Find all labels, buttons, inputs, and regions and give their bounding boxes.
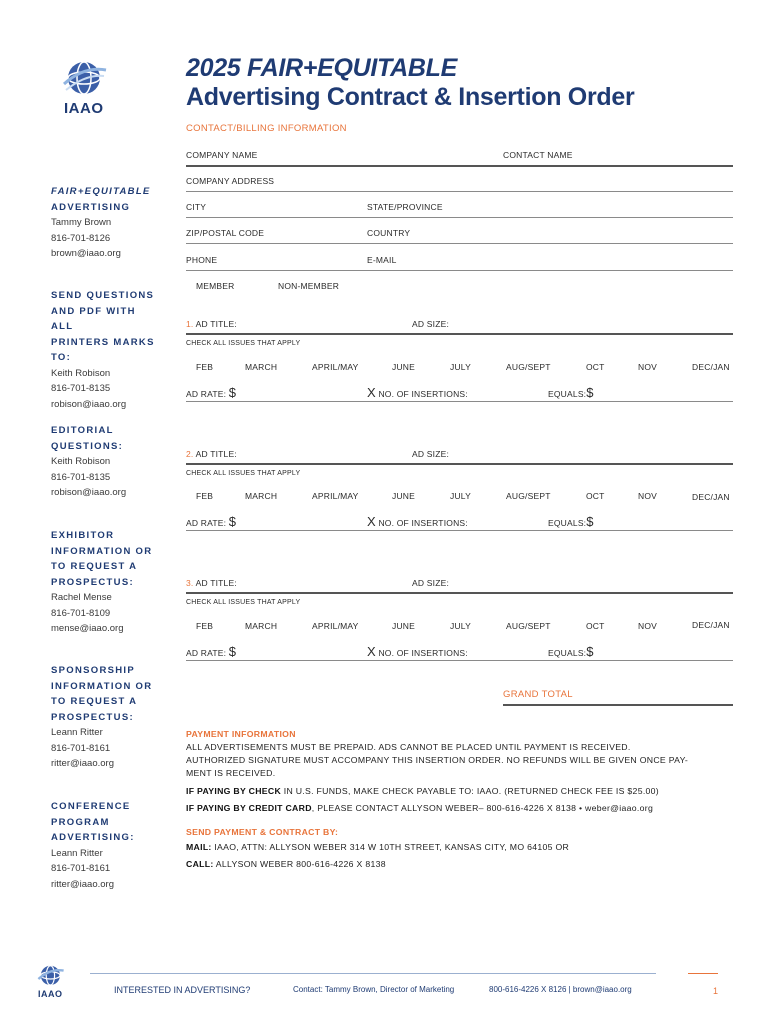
country-label: COUNTRY (367, 228, 411, 238)
ad1-size-label: AD SIZE: (412, 319, 450, 329)
ad1-number: 1. (186, 319, 194, 329)
ad2-issue-feb[interactable]: FEB (196, 491, 214, 501)
payment-section (186, 728, 746, 871)
ad3-issue-aprmay[interactable]: APRIL/MAY (312, 621, 359, 631)
ad2-size-label: AD SIZE: (412, 449, 450, 459)
ad3-issue-oct[interactable]: OCT (586, 621, 605, 631)
sidebar-editorial: EDITORIAL QUESTIONS: Keith Robison 816-701-8135 robison@iaao.org (51, 423, 161, 501)
ad1-check-all: CHECK ALL ISSUES THAT APPLY (186, 340, 301, 347)
ad2-rate-label: AD RATE: $ (186, 514, 237, 529)
ad1-title-line[interactable] (186, 333, 733, 335)
payment-call: CALL: ALLYSON WEBER 800-616-4226 X 8138 (186, 859, 386, 869)
ad1-insertions-label: X NO. OF INSERTIONS: (367, 385, 468, 400)
ad3-issue-feb[interactable]: FEB (196, 621, 214, 631)
page-title-line1: 2025 FAIR+EQUITABLE (186, 54, 457, 82)
payment-heading: PAYMENT INFORMATION (186, 729, 296, 739)
ad1-title-label: 1. AD TITLE: (186, 319, 237, 329)
ad2-number: 2. (186, 449, 194, 459)
email-link[interactable]: robison@iaao.org (51, 398, 127, 410)
phone-label: PHONE (186, 255, 218, 265)
ad3-rate-line[interactable] (186, 660, 733, 661)
footer-logo: IAAO (36, 962, 66, 1002)
ad1-issue-june[interactable]: JUNE (392, 362, 415, 372)
zip-label: ZIP/POSTAL CODE (186, 228, 265, 238)
ad1-equals-label: EQUALS:$ (548, 385, 594, 400)
ad3-check-all: CHECK ALL ISSUES THAT APPLY (186, 599, 301, 606)
city-label: CITY (186, 202, 207, 212)
email-link[interactable]: robison@iaao.org (51, 487, 127, 498)
ad1-issue-july[interactable]: JULY (450, 362, 471, 372)
email-label: E-MAIL (367, 255, 397, 265)
email-link[interactable]: brown@iaao.org (51, 248, 121, 259)
email-link[interactable]: mense@iaao.org (51, 623, 124, 634)
sidebar-send-questions: SEND QUESTIONS AND PDF WITH ALL PRINTERS MARKS TO: Keith Robison 816-701-8135 robison@iaao.org (51, 288, 161, 412)
email-link[interactable]: ritter@iaao.org (51, 878, 114, 890)
member-option[interactable]: MEMBER (196, 281, 235, 291)
footer-rule (90, 973, 656, 974)
ad2-issue-aprmay[interactable]: APRIL/MAY (312, 491, 359, 501)
footer-contact: Contact: Tammy Brown, Director of Marketing (293, 985, 455, 994)
ad2-title-line[interactable] (186, 463, 733, 465)
page-number: 1 (713, 986, 719, 996)
ad3-issue-june[interactable]: JUNE (392, 621, 415, 631)
ad1-rate-label: AD RATE: $ (186, 385, 237, 400)
sidebar-fe-advertising: FAIR+EQUITABLE ADVERTISING Tammy Brown 816-701-8126 brown@iaao.org (51, 184, 161, 262)
globe-icon (36, 962, 66, 990)
non-member-option[interactable]: NON-MEMBER (278, 281, 340, 291)
sidebar-sponsorship: SPONSORSHIP INFORMATION OR TO REQUEST A PROSPECTUS: Leann Ritter 816-701-8161 ritter@iaao.org (51, 663, 161, 772)
ad1-issue-march[interactable]: MARCH (245, 362, 278, 372)
page-title-line2: Advertising Contract & Insertion Order (186, 83, 635, 111)
globe-icon (60, 56, 110, 102)
company-address-label: COMPANY ADDRESS (186, 176, 275, 186)
ad2-issue-march[interactable]: MARCH (245, 491, 278, 501)
ad2-issue-augsept[interactable]: AUG/SEPT (506, 491, 551, 501)
ad1-issue-aprmay[interactable]: APRIL/MAY (312, 362, 359, 372)
state-label: STATE/PROVINCE (367, 202, 443, 212)
send-heading: SEND PAYMENT & CONTRACT BY: (186, 827, 339, 837)
company-address-line[interactable] (186, 191, 733, 192)
ad2-insertions-label: X NO. OF INSERTIONS: (367, 514, 468, 529)
ad1-issue-nov[interactable]: NOV (638, 362, 658, 372)
ad3-size-label: AD SIZE: (412, 578, 450, 588)
ad2-issue-nov[interactable]: NOV (638, 491, 658, 501)
sidebar-exhibitor: EXHIBITOR INFORMATION OR TO REQUEST A PROSPECTUS: Rachel Mense 816-701-8109 mense@iaao.org (51, 528, 161, 637)
ad3-equals-label: EQUALS:$ (548, 644, 594, 659)
logo-text: IAAO (64, 100, 104, 117)
ad1-issue-oct[interactable]: OCT (586, 362, 605, 372)
ad2-issue-june[interactable]: JUNE (392, 491, 415, 501)
ad2-check-all: CHECK ALL ISSUES THAT APPLY (186, 470, 301, 477)
ad2-issue-oct[interactable]: OCT (586, 491, 605, 501)
ad1-issue-augsept[interactable]: AUG/SEPT (506, 362, 551, 372)
ad2-equals-label: EQUALS:$ (548, 514, 594, 529)
ad3-issue-nov[interactable]: NOV (638, 621, 658, 631)
ad1-rate-line[interactable] (186, 401, 733, 402)
billing-section-label: CONTACT/BILLING INFORMATION (186, 123, 347, 134)
ad3-issue-march[interactable]: MARCH (245, 621, 278, 631)
ad3-insertions-label: X NO. OF INSERTIONS: (367, 644, 468, 659)
ad1-issue-feb[interactable]: FEB (196, 362, 214, 372)
iaao-logo (60, 56, 110, 120)
ad2-issue-july[interactable]: JULY (450, 491, 471, 501)
ad3-issue-decjan[interactable]: DEC/JAN (692, 620, 730, 630)
payment-mail: MAIL: IAAO, ATTN: ALLYSON WEBER 314 W 10TH STREET, KANSAS CITY, MO 64105 OR (186, 842, 570, 852)
payment-line2: AUTHORIZED SIGNATURE MUST ACCOMPANY THIS INSERTION ORDER. NO REFUNDS WILL BE GIVEN ONCE PAY- (186, 755, 689, 765)
ad3-issue-augsept[interactable]: AUG/SEPT (506, 621, 551, 631)
ad3-title-label: 3. AD TITLE: (186, 578, 237, 588)
phone-line[interactable] (186, 270, 733, 271)
ad2-rate-line[interactable] (186, 530, 733, 531)
footer-phone-email[interactable]: 800-616-4226 X 8126 | brown@iaao.org (489, 985, 632, 994)
ad1-issue-decjan[interactable]: DEC/JAN (692, 362, 730, 372)
ad2-title-label: 2. AD TITLE: (186, 449, 237, 459)
footer-page-rule (688, 973, 718, 974)
sidebar-conference: CONFERENCE PROGRAM ADVERTISING: Leann Ritter 816-701-8161 ritter@iaao.org (51, 799, 161, 892)
payment-line3: MENT IS RECEIVED. (186, 768, 276, 778)
ad3-number: 3. (186, 578, 194, 588)
payment-check: IF PAYING BY CHECK IN U.S. FUNDS, MAKE CHECK PAYABLE TO: IAAO. (RETURNED CHECK FEE IS $25.00) (186, 786, 659, 796)
company-name-label: COMPANY NAME (186, 150, 258, 160)
grand-total-line[interactable] (503, 704, 733, 706)
ad3-rate-label: AD RATE: $ (186, 644, 237, 659)
payment-line1: ALL ADVERTISEMENTS MUST BE PREPAID. ADS CANNOT BE PLACED UNTIL PAYMENT IS RECEIVED. (186, 742, 631, 752)
grand-total-label: GRAND TOTAL (503, 689, 573, 700)
city-line[interactable] (186, 217, 733, 218)
payment-card: IF PAYING BY CREDIT CARD, PLEASE CONTACT ALLYSON WEBER– 800-616-4226 X 8138 • weber@iaao.org (186, 803, 654, 813)
ad3-issue-july[interactable]: JULY (450, 621, 471, 631)
zip-line[interactable] (186, 243, 733, 244)
email-link[interactable]: ritter@iaao.org (51, 758, 114, 769)
ad2-issue-decjan[interactable]: DEC/JAN (692, 492, 730, 502)
footer-interested: INTERESTED IN ADVERTISING? (114, 985, 251, 995)
company-name-line[interactable] (186, 165, 733, 167)
contact-name-label: CONTACT NAME (503, 150, 573, 160)
ad3-title-line[interactable] (186, 592, 733, 594)
